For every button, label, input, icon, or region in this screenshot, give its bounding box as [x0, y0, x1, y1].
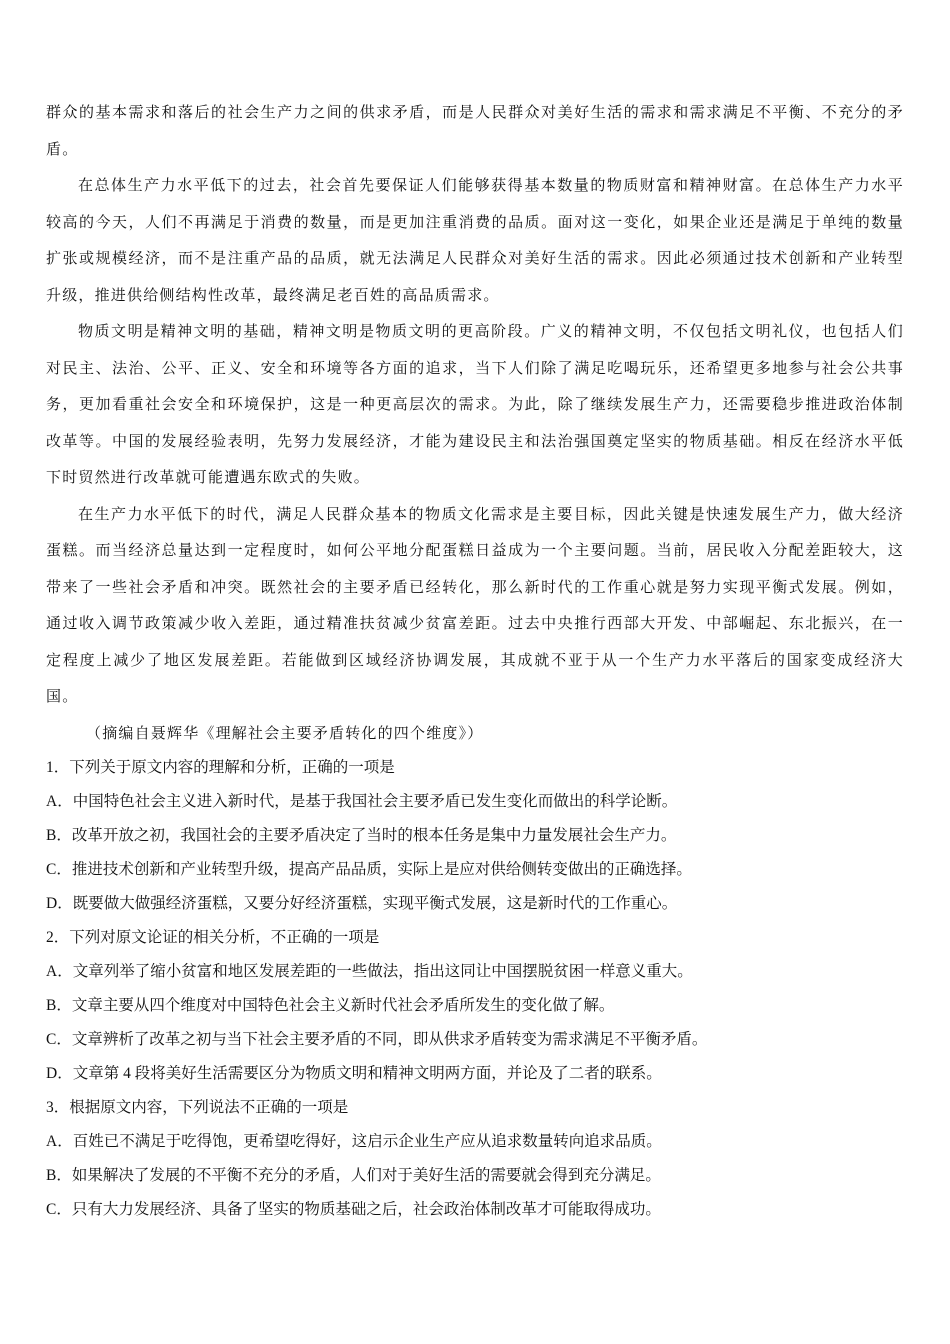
article-source: （摘编自聂辉华《理解社会主要矛盾转化的四个维度》） — [86, 723, 484, 742]
question-stem: 3．根据原文内容，下列说法不正确的一项是 — [46, 1099, 349, 1116]
option-b: B．如果解决了发展的不平衡不充分的矛盾，人们对于美好生活的需要就会得到充分满足。 — [46, 1167, 661, 1184]
article-paragraph-2: 在总体生产力水平低下的过去，社会首先要保证人们能够获得基本数量的物质财富和精神财富。在总体生产力水平较高的今天，人们不再满足于消费的数量，而是更加注重消费的品质。面对这一变化，如果企业还是满足于单纯的数量扩张或规模经济，而不是注重产品的品质，就无法满足人民群众对美好生活的需求。因此必须通过技术创新和产业转型升级，推进供给侧结构性改革，最终满足老百姓的高品质需求。 — [46, 176, 904, 304]
option-a: A．百姓已不满足于吃得饱，更希望吃得好，这启示企业生产应从追求数量转向追求品质。 — [46, 1133, 662, 1150]
question-2 — [46, 921, 904, 1091]
article-paragraph-1: 群众的基本需求和落后的社会生产力之间的供求矛盾，而是人民群众对美好生活的需求和需求满足不平衡、不充分的矛盾。 — [46, 103, 904, 158]
option-c: C．文章辨析了改革之初与当下社会主要矛盾的不同，即从供求矛盾转变为需求满足不平衡矛盾。 — [46, 1031, 708, 1048]
option-b: B．文章主要从四个维度对中国特色社会主义新时代社会矛盾所发生的变化做了解。 — [46, 997, 615, 1014]
question-stem: 2．下列对原文论证的相关分析，不正确的一项是 — [46, 929, 380, 946]
option-a: A．文章列举了缩小贫富和地区发展差距的一些做法，指出这同让中国摆脱贫困一样意义重大。 — [46, 963, 693, 980]
option-b: B．改革开放之初，我国社会的主要矛盾决定了当时的根本任务是集中力量发展社会生产力。 — [46, 827, 677, 844]
article-paragraph-4: 在生产力水平低下的时代，满足人民群众基本的物质文化需求是主要目标，因此关键是快速发展生产力，做大经济蛋糕。而当经济总量达到一定程度时，如何公平地分配蛋糕日益成为一个主要问题。当前，居民收入分配差距较大，这带来了一些社会矛盾和冲突。既然社会的主要矛盾已经转化，那么新时代的工作重心就是努力实现平衡式发展。例如，通过收入调节政策减少收入差距，通过精准扶贫减少贫富差距。过去中央推行西部大开发、中部崛起、东北振兴，在一定程度上减少了地区发展差距。若能做到区域经济协调发展，其成就不亚于从一个生产力水平落后的国家变成经济大国。 — [46, 504, 904, 705]
option-a: A．中国特色社会主义进入新时代，是基于我国社会主要矛盾已发生变化而做出的科学论断。 — [46, 793, 678, 810]
document-page — [46, 94, 904, 1227]
question-3 — [46, 1091, 904, 1227]
option-d: D．既要做大做强经济蛋糕，又要分好经济蛋糕，实现平衡式发展，这是新时代的工作重心。 — [46, 895, 678, 912]
option-c: C．推进技术创新和产业转型升级，提高产品品质，实际上是应对供给侧转变做出的正确选择。 — [46, 861, 692, 878]
article-paragraph-3: 物质文明是精神文明的基础，精神文明是物质文明的更高阶段。广义的精神文明，不仅包括文明礼仪，也包括人们对民主、法治、公平、正义、安全和环境等各方面的追求，当下人们除了满足吃喝玩乐，还希望更多地参与社会公共事务，更加看重社会安全和环境保护，这是一种更高层次的需求。为此，除了继续发展生产力，还需要稳步推进政治体制改革等。中国的发展经验表明，先努力发展经济，才能为建设民主和法治强国奠定坚实的物质基础。相反在经济水平低下时贸然进行改革就可能遭遇东欧式的失败。 — [46, 322, 904, 486]
option-d: D．文章第 4 段将美好生活需要区分为物质文明和精神文明两方面，并论及了二者的联系。 — [46, 1065, 662, 1082]
question-1 — [46, 751, 904, 921]
question-stem: 1．下列关于原文内容的理解和分析，正确的一项是 — [46, 759, 395, 776]
option-c: C．只有大力发展经济、具备了坚实的物质基础之后，社会政治体制改革才可能取得成功。 — [46, 1201, 661, 1218]
